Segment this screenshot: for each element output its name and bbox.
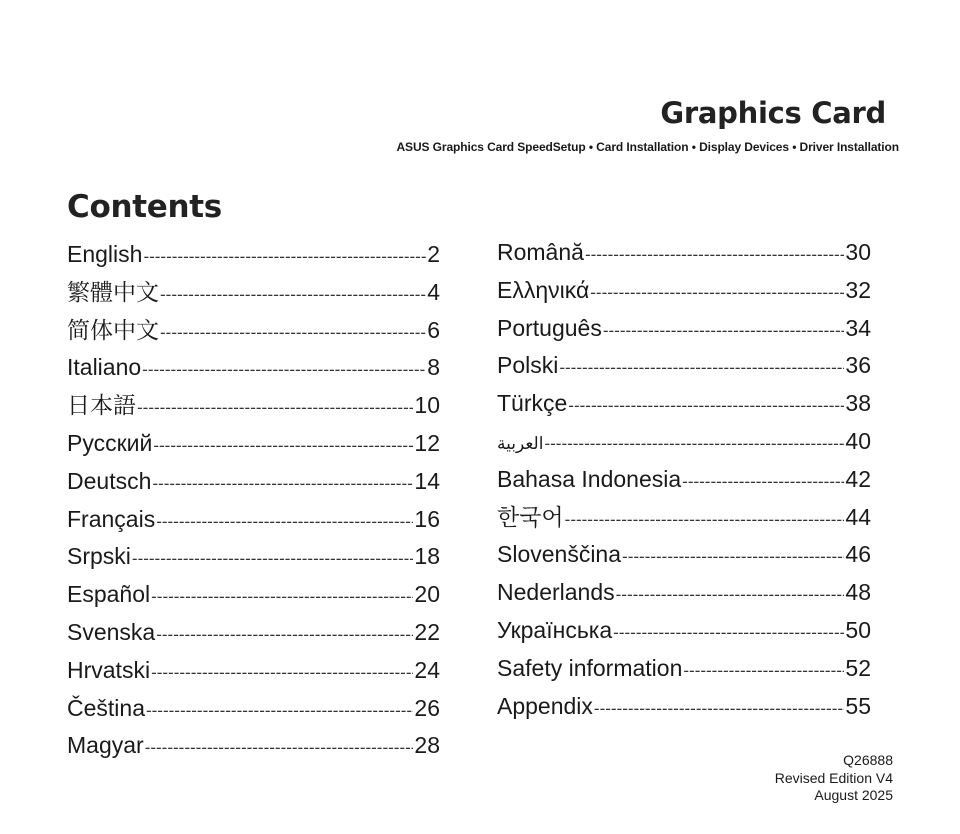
document-subtitle: ASUS Graphics Card SpeedSetup • Card Installation • Display Devices • Driver Installation [396,140,899,154]
toc-entry-page: 10 [414,392,440,419]
toc-entry-page: 22 [414,618,440,645]
toc-leader [137,389,413,427]
toc-entry[interactable] [497,612,871,650]
toc-entry-page: 16 [414,505,440,532]
toc-entry-page: 12 [414,429,440,456]
toc-entry-label: Deutsch [67,467,152,494]
toc-entry-label: 简体中文 [67,316,159,343]
toc-entry-label: Türkçe [497,390,568,417]
toc-entry[interactable] [497,574,871,612]
toc-entry[interactable] [67,387,440,425]
toc-leader [683,652,844,690]
toc-entry[interactable] [497,536,871,574]
toc-leader [590,274,844,312]
toc-entry-label: Français [67,505,156,532]
toc-entry[interactable] [497,347,871,385]
toc-entry-label: Ελληνικά [497,276,590,303]
toc-entry-page: 14 [414,467,440,494]
toc-entry-page: 30 [845,239,871,265]
toc-entry-label: العربية [497,433,544,453]
toc-entry-page: 40 [845,427,871,454]
toc-right-column [497,234,871,725]
toc-entry[interactable] [497,385,871,423]
toc-entry[interactable] [497,310,871,348]
toc-entry[interactable] [497,461,871,499]
toc-entry-page: 52 [845,654,871,681]
toc-entry-page: 6 [427,316,440,343]
toc-entry-label: Română [497,239,584,265]
toc-leader [559,349,844,387]
toc-entry-page: 18 [414,543,440,570]
toc-entry-label: Magyar [67,732,144,759]
toc-entry-page: 46 [845,541,871,568]
toc-entry-label: Nederlands [497,579,615,606]
toc-leader [151,578,413,616]
toc-leader [568,387,844,425]
toc-entry-label: 日本語 [67,392,136,419]
toc-entry-page: 44 [845,503,871,530]
toc-entry[interactable] [67,652,440,690]
toc-leader [594,690,844,728]
toc-entry-page: 26 [414,694,440,721]
toc-entry[interactable] [67,349,440,387]
toc-entry[interactable] [67,501,440,539]
toc-leader [613,614,844,652]
toc-entry-page: 48 [845,579,871,606]
toc-entry-page: 28 [414,732,440,759]
toc-leader [156,616,413,654]
toc-entry-label: Svenska [67,618,156,645]
document-code: Q26888 [843,752,893,768]
toc-entry[interactable] [497,423,871,461]
toc-entry-label: English [67,241,143,267]
contents-heading: Contents [67,189,222,225]
toc-entry-label: 한국어 [497,503,564,530]
revision-edition: Revised Edition V4 [774,769,893,786]
toc-entry[interactable] [67,236,440,274]
toc-entry[interactable] [497,272,871,310]
toc-entry[interactable] [497,499,871,537]
toc-leader [565,501,845,539]
toc-entry[interactable] [67,538,440,576]
toc-leader [616,576,845,614]
toc-entry-page: 24 [414,656,440,683]
toc-entry-label: Safety information [497,654,683,681]
toc-leader [544,425,844,463]
toc-entry-label: Appendix [497,692,593,719]
publication-date: August 2025 [814,787,893,803]
toc-entry[interactable] [497,650,871,688]
document-title: Graphics Card [660,96,886,130]
toc-leader [143,238,426,276]
toc-leader [153,427,413,465]
document-footer [775,752,893,805]
toc-entry-page: 36 [845,352,871,379]
toc-entry-label: Bahasa Indonesia [497,465,682,492]
toc-entry[interactable] [67,614,440,652]
toc-leader [622,538,844,576]
toc-left-column [67,236,440,765]
toc-entry[interactable] [67,463,440,501]
toc-entry[interactable] [67,312,440,350]
toc-leader [152,465,413,503]
toc-entry-label: Slovenščina [497,541,622,568]
toc-leader [160,314,426,352]
toc-entry-page: 32 [845,276,871,303]
toc-entry-page: 55 [845,692,871,719]
toc-entry-page: 42 [845,465,871,492]
toc-entry-label: Українська [497,616,613,643]
toc-leader [132,540,414,578]
toc-entry-page: 4 [427,278,440,305]
toc-entry-label: Čeština [67,694,145,721]
toc-entry-label: Español [67,581,151,608]
toc-entry-label: Srpski [67,543,131,570]
toc-entry[interactable] [67,274,440,312]
toc-leader [146,692,413,730]
toc-entry-page: 34 [845,314,871,341]
toc-entry-label: Italiano [67,354,142,381]
toc-entry[interactable] [497,688,871,726]
toc-entry-page: 20 [414,581,440,608]
toc-leader [603,312,845,350]
toc-entry-label: Polski [497,352,559,379]
toc-leader [156,503,413,541]
toc-entry[interactable] [497,234,871,272]
toc-entry[interactable] [67,690,440,728]
toc-entry-page: 8 [427,354,440,381]
toc-entry-label: Русский [67,429,153,456]
toc-entry[interactable] [67,425,440,463]
toc-leader [142,351,426,389]
toc-leader [160,276,426,314]
toc-leader [151,654,413,692]
toc-leader [585,236,844,274]
toc-entry-label: Português [497,314,602,341]
toc-entry[interactable] [67,727,440,765]
toc-leader [145,729,414,767]
toc-entry[interactable] [67,576,440,614]
toc-entry-page: 50 [845,616,871,643]
toc-entry-page: 38 [845,390,871,417]
toc-entry-label: Hrvatski [67,656,151,683]
toc-entry-label: 繁體中文 [67,278,159,305]
toc-entry-page: 2 [427,241,440,267]
toc-leader [682,463,844,501]
